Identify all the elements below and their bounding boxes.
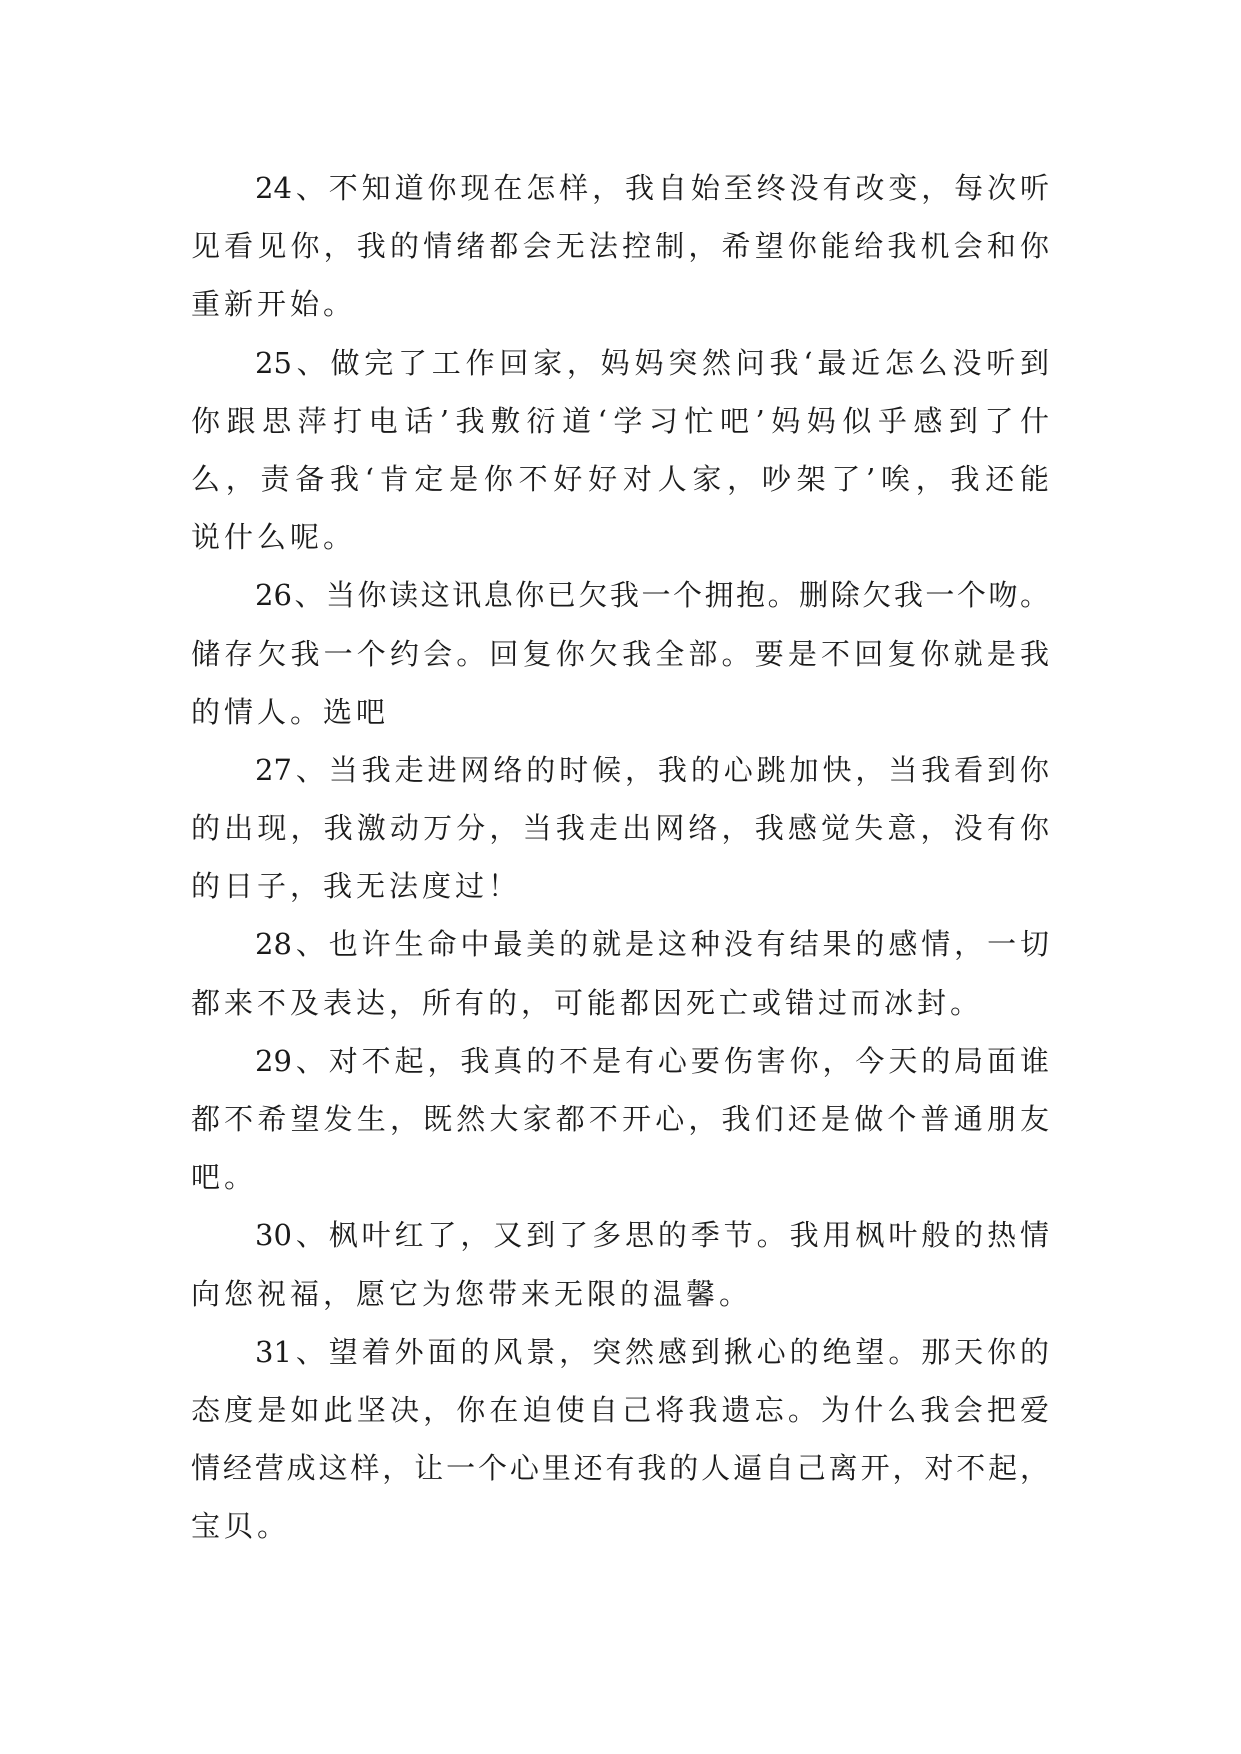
paragraph-30	[191, 1206, 1049, 1322]
paragraph-line: 储存欠我一个约会。回复你欠我全部。要是不回复你就是我	[191, 636, 1049, 671]
paragraph-line: 么，责备我‘肯定是你不好好对人家，吵架了’唉，我还能	[191, 461, 1049, 496]
paragraph-line: 30、枫叶红了，又到了多思的季节。我用枫叶般的热情	[255, 1218, 1049, 1253]
paragraph-line: 都不希望发生，既然大家都不开心，我们还是做个普通朋友	[191, 1102, 1049, 1136]
paragraph-line: 的日子，我无法度过！	[191, 869, 522, 904]
paragraph-27	[191, 741, 1049, 916]
paragraph-line: 的情人。选吧	[191, 694, 390, 729]
paragraph-line: 吧。	[191, 1160, 258, 1195]
paragraph-line: 25、做完了工作回家，妈妈突然问我‘最近怎么没听到	[255, 345, 1049, 380]
paragraph-line: 都来不及表达，所有的，可能都因死亡或错过而冰封。	[191, 985, 984, 1020]
paragraph-line: 说什么呢。	[191, 520, 357, 555]
paragraph-line: 24、不知道你现在怎样，我自始至终没有改变，每次听	[255, 171, 1049, 205]
paragraph-line: 重新开始。	[191, 287, 357, 322]
paragraph-line: 27、当我走进网络的时候，我的心跳加快，当我看到你	[255, 752, 1049, 787]
paragraph-29	[191, 1032, 1049, 1207]
paragraph-31	[191, 1323, 1049, 1556]
paragraph-line: 的出现，我激动万分，当我走出网络，我感觉失意，没有你	[191, 811, 1049, 846]
paragraph-line: 宝贝。	[191, 1509, 291, 1544]
paragraph-26	[191, 566, 1049, 741]
paragraph-line: 26、当你读这讯息你已欠我一个拥抱。删除欠我一个吻。	[255, 578, 1049, 613]
paragraph-28	[191, 915, 1049, 1031]
paragraph-line: 态度是如此坚决，你在迫使自己将我遗忘。为什么我会把爱	[191, 1392, 1049, 1427]
paragraph-line: 28、也许生命中最美的就是这种没有结果的感情，一切	[255, 927, 1049, 962]
paragraph-line: 向您祝福，愿它为您带来无限的温馨。	[191, 1276, 753, 1311]
paragraph-25	[191, 334, 1049, 567]
paragraph-line: 情经营成这样，让一个心里还有我的人逼自己离开，对不起，	[191, 1451, 1049, 1486]
paragraph-line: 见看见你，我的情绪都会无法控制，希望你能给我机会和你	[191, 229, 1049, 264]
paragraph-line: 29、对不起，我真的不是有心要伤害你，今天的局面谁	[255, 1043, 1049, 1078]
document-body	[191, 159, 1049, 1556]
paragraph-24	[191, 159, 1049, 334]
paragraph-line: 31、望着外面的风景，突然感到揪心的绝望。那天你的	[255, 1334, 1049, 1369]
paragraph-line: 你跟思萍打电话’我敷衍道‘学习忙吧’妈妈似乎感到了什	[191, 403, 1049, 438]
